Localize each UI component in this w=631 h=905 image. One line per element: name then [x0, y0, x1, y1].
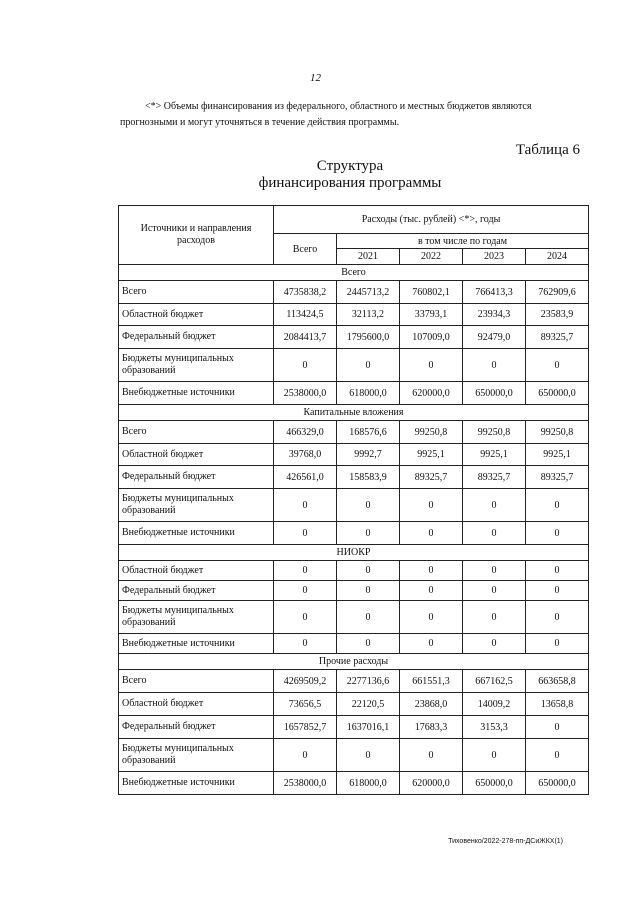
- row-label: Федеральный бюджет: [119, 581, 274, 601]
- table-row: [119, 522, 589, 545]
- year-value-cell: 89325,7: [526, 466, 589, 489]
- row-label: Внебюджетные источники: [119, 772, 274, 795]
- year-value-cell: 650000,0: [463, 772, 526, 795]
- total-value-cell: 0: [274, 561, 337, 581]
- year-value-cell: 0: [526, 601, 589, 634]
- table-row: [119, 382, 589, 405]
- year-value-cell: 0: [337, 601, 400, 634]
- year-value-cell: 0: [337, 581, 400, 601]
- year-value-cell: 92479,0: [463, 326, 526, 349]
- row-label: Внебюджетные источники: [119, 522, 274, 545]
- year-value-cell: 663658,8: [526, 670, 589, 693]
- year-value-cell: 661551,3: [400, 670, 463, 693]
- table-row: [119, 693, 589, 716]
- year-value-cell: 22120,5: [337, 693, 400, 716]
- footnote-line-1: <*> Объемы финансирования из федерального, областного и местных бюджетов являются: [145, 101, 532, 112]
- year-value-cell: 0: [463, 601, 526, 634]
- row-label: Бюджеты муниципальных образований: [119, 349, 274, 382]
- total-value-cell: 466329,0: [274, 421, 337, 444]
- title-line-1: Структура: [316, 158, 384, 174]
- year-value-cell: 99250,8: [400, 421, 463, 444]
- row-label: Бюджеты муниципальных образований: [119, 489, 274, 522]
- total-value-cell: 0: [274, 489, 337, 522]
- year-value-cell: 620000,0: [400, 772, 463, 795]
- year-value-cell: 17683,3: [400, 716, 463, 739]
- row-label: Областной бюджет: [119, 561, 274, 581]
- year-value-cell: 0: [400, 739, 463, 772]
- year-value-cell: 0: [400, 349, 463, 382]
- table-row: [119, 601, 589, 634]
- year-value-cell: 0: [463, 489, 526, 522]
- table-row: [119, 326, 589, 349]
- row-label: Федеральный бюджет: [119, 326, 274, 349]
- table-row: [119, 716, 589, 739]
- total-value-cell: 4735838,2: [274, 281, 337, 304]
- year-value-cell: 0: [400, 489, 463, 522]
- total-value-cell: 2538000,0: [274, 382, 337, 405]
- table-row: [119, 304, 589, 326]
- year-value-cell: 0: [526, 349, 589, 382]
- row-label: Федеральный бюджет: [119, 466, 274, 489]
- row-label: Областной бюджет: [119, 304, 274, 326]
- year-value-cell: 0: [526, 634, 589, 654]
- year-value-cell: 0: [526, 561, 589, 581]
- year-value-cell: 0: [463, 349, 526, 382]
- table-row: [119, 489, 589, 522]
- table-header: [119, 206, 589, 265]
- document-code: Тиховенко/2022-278-пп-ДСиЖКХ(1): [448, 838, 563, 845]
- year-value-cell: 0: [463, 561, 526, 581]
- row-label: Федеральный бюджет: [119, 716, 274, 739]
- footnote-line-2: прогнозными и могут уточняться в течение действия программы.: [120, 117, 400, 128]
- year-value-cell: 9925,1: [400, 444, 463, 466]
- year-value-cell: 0: [526, 489, 589, 522]
- year-header: 2023: [463, 249, 526, 265]
- year-value-cell: 650000,0: [526, 382, 589, 405]
- total-value-cell: 0: [274, 581, 337, 601]
- year-value-cell: 1637016,1: [337, 716, 400, 739]
- year-value-cell: 23868,0: [400, 693, 463, 716]
- year-value-cell: 89325,7: [463, 466, 526, 489]
- year-value-cell: 760802,1: [400, 281, 463, 304]
- year-value-cell: 0: [400, 522, 463, 545]
- table-row: [119, 670, 589, 693]
- year-header: 2021: [337, 249, 400, 265]
- row-label: Всего: [119, 670, 274, 693]
- financing-table: [118, 205, 589, 795]
- total-value-cell: 0: [274, 634, 337, 654]
- table-row: [119, 349, 589, 382]
- total-value-cell: 4269509,2: [274, 670, 337, 693]
- total-value-cell: 0: [274, 349, 337, 382]
- total-value-cell: 73656,5: [274, 693, 337, 716]
- table-label: Таблица 6: [515, 142, 580, 158]
- total-value-cell: 0: [274, 522, 337, 545]
- year-value-cell: 2445713,2: [337, 281, 400, 304]
- row-label: Внебюджетные источники: [119, 634, 274, 654]
- year-value-cell: 620000,0: [400, 382, 463, 405]
- page-number: 12: [310, 72, 321, 84]
- total-value-cell: 2538000,0: [274, 772, 337, 795]
- year-value-cell: 618000,0: [337, 382, 400, 405]
- year-value-cell: 0: [400, 561, 463, 581]
- table-row: [119, 772, 589, 795]
- table-body: [119, 265, 589, 795]
- row-label: Бюджеты муниципальных образований: [119, 601, 274, 634]
- year-value-cell: 0: [337, 489, 400, 522]
- section-header: НИОКР: [119, 545, 589, 561]
- year-value-cell: 618000,0: [337, 772, 400, 795]
- year-value-cell: 1795600,0: [337, 326, 400, 349]
- year-value-cell: 13658,8: [526, 693, 589, 716]
- table-row: [119, 581, 589, 601]
- year-value-cell: 0: [463, 522, 526, 545]
- year-value-cell: 23934,3: [463, 304, 526, 326]
- year-value-cell: 33793,1: [400, 304, 463, 326]
- table-row: [119, 739, 589, 772]
- year-value-cell: 0: [400, 634, 463, 654]
- total-value-cell: 426561,0: [274, 466, 337, 489]
- year-value-cell: 107009,0: [400, 326, 463, 349]
- year-value-cell: 158583,9: [337, 466, 400, 489]
- year-value-cell: 14009,2: [463, 693, 526, 716]
- year-value-cell: 0: [526, 739, 589, 772]
- total-value-cell: 1657852,7: [274, 716, 337, 739]
- year-value-cell: 89325,7: [526, 326, 589, 349]
- year-value-cell: 0: [526, 522, 589, 545]
- year-value-cell: 667162,5: [463, 670, 526, 693]
- year-value-cell: 762909,6: [526, 281, 589, 304]
- table-title: [0, 158, 631, 192]
- including-header: в том числе по годам: [337, 234, 589, 249]
- year-value-cell: 0: [463, 581, 526, 601]
- row-label: Бюджеты муниципальных образований: [119, 739, 274, 772]
- table-row: [119, 466, 589, 489]
- year-value-cell: 650000,0: [526, 772, 589, 795]
- year-value-cell: 0: [337, 522, 400, 545]
- total-value-cell: 113424,5: [274, 304, 337, 326]
- year-value-cell: 0: [337, 739, 400, 772]
- year-value-cell: 0: [337, 634, 400, 654]
- total-value-cell: 0: [274, 739, 337, 772]
- year-value-cell: 168576,6: [337, 421, 400, 444]
- year-value-cell: 0: [337, 561, 400, 581]
- year-value-cell: 766413,3: [463, 281, 526, 304]
- year-value-cell: 9992,7: [337, 444, 400, 466]
- total-value-cell: 39768,0: [274, 444, 337, 466]
- sources-header: Источники и направления расходов: [119, 206, 274, 265]
- section-header: Прочие расходы: [119, 654, 589, 670]
- year-value-cell: 2277136,6: [337, 670, 400, 693]
- row-label: Всего: [119, 281, 274, 304]
- title-line-2: финансирования программы: [258, 175, 442, 191]
- year-value-cell: 89325,7: [400, 466, 463, 489]
- footnote: [120, 99, 585, 131]
- year-value-cell: 23583,9: [526, 304, 589, 326]
- row-label: Всего: [119, 421, 274, 444]
- year-value-cell: 0: [400, 581, 463, 601]
- total-header: Всего: [274, 234, 337, 265]
- row-label: Областной бюджет: [119, 444, 274, 466]
- section-header: Капитальные вложения: [119, 405, 589, 421]
- table-row: [119, 634, 589, 654]
- expenses-header: Расходы (тыс. рублей) <*>, годы: [274, 206, 589, 234]
- table-row: [119, 561, 589, 581]
- year-header: 2022: [400, 249, 463, 265]
- year-value-cell: 0: [463, 634, 526, 654]
- year-value-cell: 0: [400, 601, 463, 634]
- table-row: [119, 421, 589, 444]
- section-header: Всего: [119, 265, 589, 281]
- year-value-cell: 9925,1: [463, 444, 526, 466]
- year-value-cell: 0: [337, 349, 400, 382]
- year-header: 2024: [526, 249, 589, 265]
- year-value-cell: 0: [463, 739, 526, 772]
- row-label: Областной бюджет: [119, 693, 274, 716]
- year-value-cell: 99250,8: [463, 421, 526, 444]
- year-value-cell: 3153,3: [463, 716, 526, 739]
- total-value-cell: 0: [274, 601, 337, 634]
- year-value-cell: 32113,2: [337, 304, 400, 326]
- year-value-cell: 650000,0: [463, 382, 526, 405]
- table-row: [119, 444, 589, 466]
- year-value-cell: 0: [526, 716, 589, 739]
- total-value-cell: 2084413,7: [274, 326, 337, 349]
- year-value-cell: 99250,8: [526, 421, 589, 444]
- year-value-cell: 0: [526, 581, 589, 601]
- table-row: [119, 281, 589, 304]
- row-label: Внебюджетные источники: [119, 382, 274, 405]
- year-value-cell: 9925,1: [526, 444, 589, 466]
